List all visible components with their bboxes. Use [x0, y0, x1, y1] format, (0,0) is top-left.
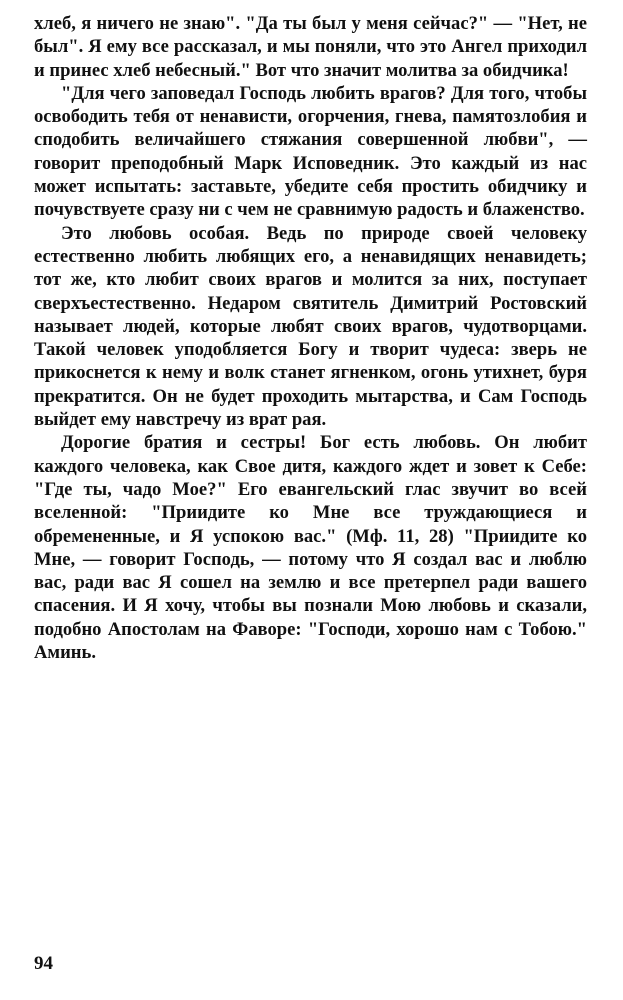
paragraph-3: Это любовь особая. Ведь по природе своей человеку естественно любить любящих его, а ненавидящих ненавидеть; тот же, кто любит своих врагов и молится за них, поступает сверхъестественно. Недаром святитель Димитрий Ростовский называет людей, которые любят своих врагов, чудотворцами. Такой человек уподобляется Богу и творит чудеса: зверь не прикоснется к нему и волк станет ягненком, огонь утихнет, буря прекратится. Он не будет проходить мытарства, и Сам Господь выйдет ему навстречу из врат рая. [34, 222, 587, 431]
page-text [34, 12, 587, 664]
paragraph-4: Дорогие братия и сестры! Бог есть любовь. Он любит каждого человека, как Свое дитя, каждого ждет и зовет к Себе: "Где ты, чадо Мое?" Его евангельский глас звучит во всей вселенной: "Приидите ко Мне все труждающиеся и обремененные, и Я успокою вас." (Мф. 11, 28) "Приидите ко Мне, — говорит Господь, — потому что Я создал вас и люблю вас, ради вас Я сошел на землю и все претерпел ради вашего спасения. И Я хочу, чтобы вы познали Мою любовь и сказали, подобно Апостолам на Фаворе: "Господи, хорошо нам с Тобою." Аминь. [34, 432, 587, 664]
page-number: 94 [34, 953, 53, 974]
paragraph-1: хлеб, я ничего не знаю". "Да ты был у меня сейчас?" — "Нет, не был". Я ему все рассказал, и мы поняли, что это Ангел приходил и принес хлеб небесный." Вот что значит молитва за обидчика! [34, 13, 587, 81]
paragraph-2: "Для чего заповедал Господь любить врагов? Для того, чтобы освободить тебя от ненависти, огорчения, гнева, памятозлобия и сподобить величайшего стяжания совершенной любви", — говорит преподобный Марк Исповедник. Это каждый из нас может испытать: заставьте, убедите себя простить обидчику и почувствуете сразу ни с чем не сравнимую радость и блаженство. [34, 82, 587, 221]
